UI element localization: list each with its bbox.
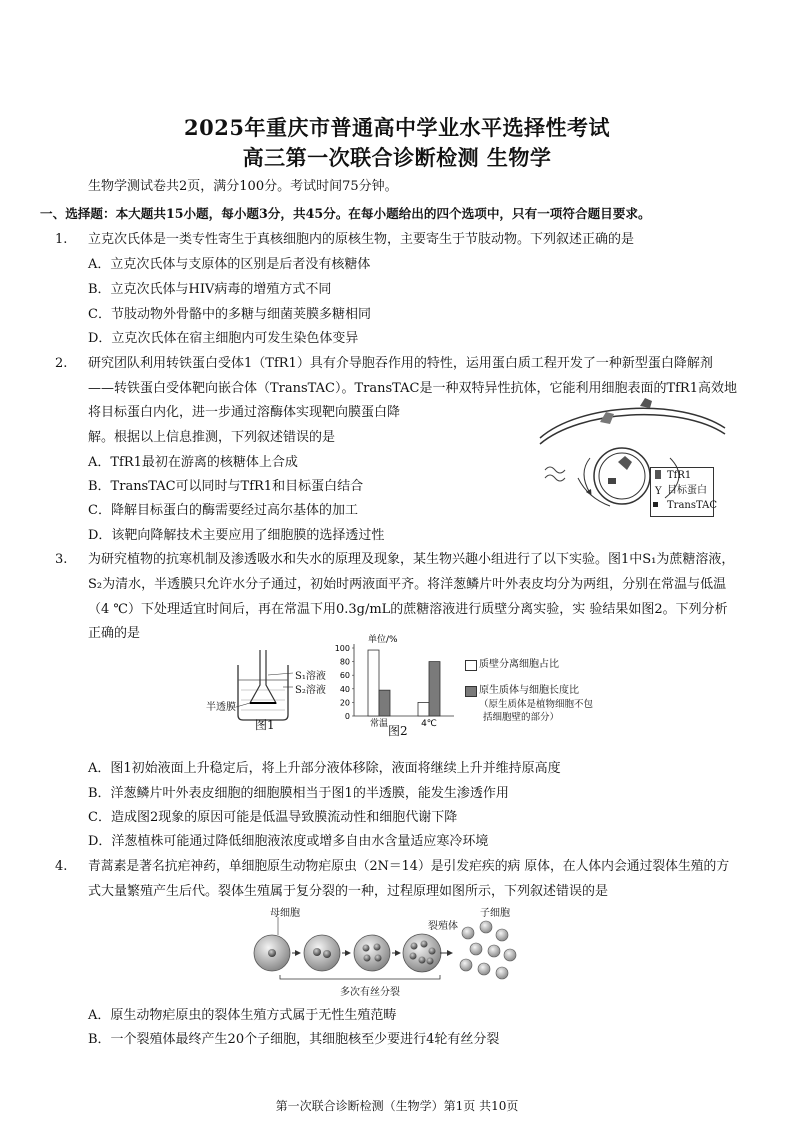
option-c: C．节肢动物外骨骼中的多糖与细菌荚膜多糖相同 — [88, 307, 371, 322]
y-tick-label: 80 — [339, 657, 350, 667]
option-d: D．洋葱植株可能通过降低细胞液浓度或增多自由水含量适应寒冷环境 — [88, 834, 489, 849]
option-c: C．降解目标蛋白的酶需要经过高尔基体的加工 — [88, 503, 358, 518]
legend-note: （原生质体是植物细胞不包 — [479, 699, 594, 710]
degraded-protein-icon — [545, 467, 565, 473]
y-tick-label: 20 — [339, 698, 350, 708]
y-tick-label: 0 — [344, 712, 350, 721]
daughter-cell-label: 子细胞 — [480, 908, 510, 919]
s1-label: S₁溶液 — [295, 671, 326, 682]
legend-transtac: TransTAC — [667, 500, 717, 511]
target-protein-icon — [618, 456, 632, 470]
dividing-cell — [354, 935, 390, 971]
question-stem: S₂为清水，半透膜只允许水分子通过，初始时两液面平齐。将洋葱鳞片叶外表皮均分为两组，分别在常温与低温 — [88, 577, 727, 592]
daughter-cells — [460, 921, 516, 979]
question-stem: （4 ℃）下处理适宜时间后，再在常温下用0.3g/mL的蔗糖溶液进行质壁分离实验，实 验结果如图2。下列分析 — [88, 602, 728, 617]
legend-target-protein: 目标蛋白 — [667, 485, 707, 496]
legend-swatch-white — [465, 660, 477, 671]
chart-ylabel: 单位/% — [368, 635, 398, 645]
chart-legend — [463, 658, 593, 724]
exam-subtitle: 高三第一次联合诊断检测 生物学 — [242, 145, 552, 170]
question-number: 3. — [55, 552, 68, 567]
option-b: B．洋葱鳞片叶外表皮细胞的细胞膜相当于图1的半透膜，能发生渗透作用 — [88, 786, 509, 801]
membrane-label: 半透膜 — [206, 702, 236, 713]
diagram-legend — [650, 467, 717, 517]
mother-cell-label: 母细胞 — [270, 908, 300, 919]
exam-intro: 生物学测试卷共2页，满分100分。考试时间75分钟。 — [88, 179, 398, 194]
y-receptor-icon: Y — [655, 486, 662, 497]
bar-protoplast-ratio — [379, 690, 390, 716]
option-d: D．立克次氏体在宿主细胞内可发生染色体变异 — [88, 331, 359, 346]
y-tick-label: 40 — [339, 684, 350, 694]
option-c: C．造成图2现象的原因可能是低温导致膜流动性和细胞代谢下降 — [88, 810, 458, 825]
y-tick-label: 60 — [339, 671, 350, 681]
s2-label: S₂溶液 — [295, 685, 326, 696]
exam-title: 2025年重庆市普通高中学业水平选择性考试 — [184, 115, 610, 140]
target-protein-icon — [640, 398, 652, 408]
option-a: A．图1初始液面上升稳定后，将上升部分液体移除，液面将继续上升并维持原高度 — [88, 761, 561, 776]
bar-plasmolysis — [368, 650, 379, 716]
figure2-caption: 图2 — [388, 724, 408, 738]
question-stem: 正确的是 — [88, 626, 141, 641]
question-stem: 将目标蛋白内化，进一步通过溶酶体实现靶向膜蛋白降 — [88, 405, 401, 420]
question-stem: ——转铁蛋白受体靶向嵌合体（TransTAC）。TransTAC是一种双特异性抗体，它能利用细胞表面的TfR1高效地 — [88, 381, 737, 396]
beaker — [238, 665, 288, 720]
option-b: B．TransTAC可以同时与TfR1和目标蛋白结合 — [88, 479, 364, 494]
bar-protoplast-ratio — [429, 662, 440, 716]
funnel-tube — [250, 650, 276, 703]
question-stem: 青蒿素是著名抗疟神药，单细胞原生动物疟原虫（2N＝14）是引发疟疾的病 原体，在人体内会通过裂体生殖的方 — [88, 859, 730, 874]
legend-protoplast-ratio: 原生质体与细胞长度比 — [479, 685, 579, 696]
tfr1-icon — [655, 470, 661, 479]
x-category-label: 4℃ — [421, 719, 437, 729]
schizont-label: 裂殖体 — [428, 921, 458, 932]
option-a: A．原生动物疟原虫的裂体生殖方式属于无性生殖范畴 — [88, 1008, 397, 1023]
legend-plasmolysis: 质壁分离细胞占比 — [479, 659, 559, 670]
cell-membrane — [540, 408, 725, 438]
bar-plasmolysis — [418, 702, 429, 716]
transtac-legend-icon — [653, 502, 658, 507]
option-a: A．立克次氏体与支原体的区别是后者没有核糖体 — [88, 257, 371, 272]
schizont — [403, 934, 441, 972]
question-stem: 立克次氏体是一类专性寄生于真核细胞内的原核生物，主要寄生于节肢动物。下列叙述正确的是 — [88, 232, 635, 247]
option-b: B．立克次氏体与HIV病毒的增殖方式不同 — [88, 282, 332, 297]
mitosis-label: 多次有丝分裂 — [340, 987, 400, 998]
question-stem: 为研究植物的抗寒机制及渗透吸水和失水的原理及现象，某生物兴趣小组进行了以下实验。图1中S₁为蔗糖溶液， — [88, 552, 735, 567]
section-heading: 一、选择题：本大题共15小题，每小题3分，共45分。在每小题给出的四个选项中，只有一项符合题目要求。 — [40, 206, 651, 221]
option-b: B．一个裂殖体最终产生20个子细胞，其细胞核至少要进行4轮有丝分裂 — [88, 1032, 500, 1047]
figure1-caption: 图1 — [255, 718, 275, 732]
legend-note: 括细胞壁的部分） — [483, 712, 560, 723]
y-tick-label: 100 — [334, 644, 350, 653]
question-number: 2. — [55, 356, 68, 371]
question-stem: 式大量繁殖产生后代。裂体生殖属于复分裂的一种，过程原理如图所示，下列叙述错误的是 — [88, 884, 609, 899]
option-a: A．TfR1最初在游离的核糖体上合成 — [88, 455, 298, 470]
legend-tfr1: TfR1 — [667, 470, 692, 481]
legend-swatch-gray — [465, 686, 477, 697]
dividing-cell — [304, 935, 340, 971]
option-d: D．该靶向降解技术主要应用了细胞膜的选择透过性 — [88, 528, 385, 543]
x-category-label: 常温 — [369, 719, 389, 729]
question-number: 4. — [55, 859, 68, 874]
question-number: 1. — [55, 232, 68, 247]
endosome — [594, 448, 650, 504]
question-stem: 解。根据以上信息推测，下列叙述错误的是 — [88, 430, 336, 445]
page-footer: 第一次联合诊断检测（生物学）第1页 共10页 — [275, 1099, 519, 1113]
question-stem: 研究团队利用转铁蛋白受体1（TfR1）具有介导胞吞作用的特性，运用蛋白质工程开发了一种新型蛋白降解剂 — [88, 356, 713, 371]
